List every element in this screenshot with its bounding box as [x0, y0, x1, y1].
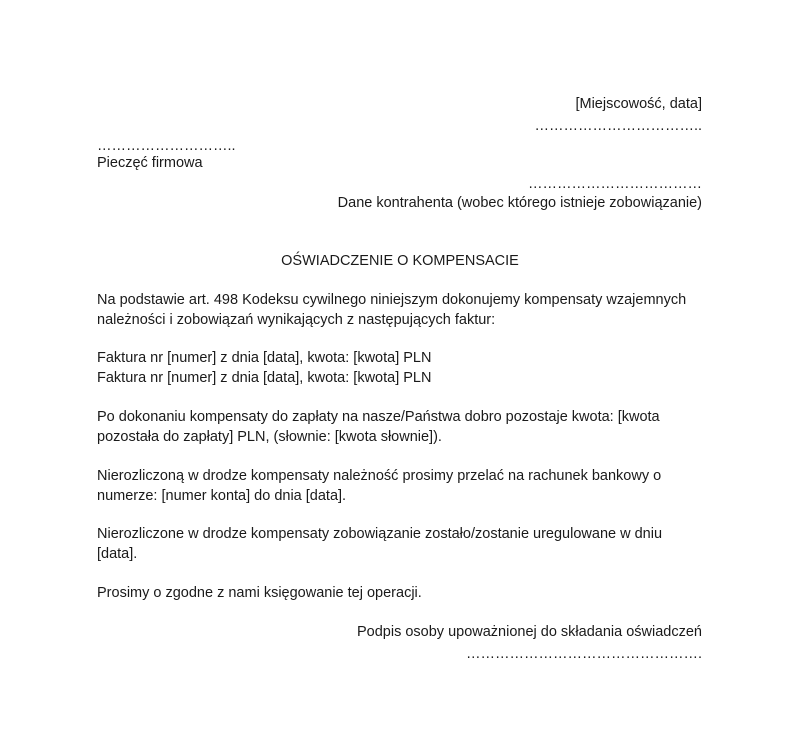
- contractor-label: Dane kontrahenta (wobec którego istnieje zobowiązanie): [337, 195, 702, 211]
- closing-paragraph: [97, 584, 712, 604]
- contractor-dots: ………………………………: [528, 176, 702, 192]
- remaining-paragraph: [97, 408, 712, 447]
- remaining-line-1: Po dokonaniu kompensaty do zapłaty na nasze/Państwa dobro pozostaje kwota: [kwota: [97, 409, 660, 425]
- stamp-label: Pieczęć firmowa: [97, 155, 203, 171]
- remaining-line-2: pozostała do zapłaty] PLN, (słownie: [kwota słownie]).: [97, 428, 442, 445]
- settled-line-2: [data].: [97, 545, 138, 562]
- stamp-dots: ………………………..: [97, 138, 236, 154]
- intro-paragraph: [97, 291, 712, 330]
- intro-line-2: należności i zobowiązań wynikających z następujących faktur:: [97, 311, 496, 328]
- document-title: OŚWIADCZENIE O KOMPENSACIE: [281, 253, 519, 269]
- invoice-line-1: Faktura nr [numer] z dnia [data], kwota: [kwota] PLN: [97, 350, 432, 366]
- invoice-list: [97, 349, 712, 388]
- transfer-line-1: Nierozliczoną w drodze kompensaty należność prosimy przelać na rachunek bankowy o: [97, 468, 662, 484]
- settled-line-1: Nierozliczone w drodze kompensaty zobowiązanie zostało/zostanie uregulowane w dniu: [97, 526, 663, 542]
- intro-line-1: Na podstawie art. 498 Kodeksu cywilnego niniejszym dokonujemy kompensaty wzajemnych: [97, 292, 687, 308]
- signature-label: Podpis osoby upoważnionej do składania oświadczeń: [356, 624, 702, 640]
- place-date-dots: ……………………………..: [534, 118, 702, 134]
- settled-paragraph: [97, 525, 712, 564]
- closing-line: Prosimy o zgodne z nami księgowanie tej operacji.: [97, 585, 422, 601]
- place-date-label: [Miejscowość, data]: [575, 96, 702, 112]
- transfer-line-2: numerze: [numer konta] do dnia [data].: [97, 487, 347, 504]
- invoice-line-2: Faktura nr [numer] z dnia [data], kwota: [kwota] PLN: [97, 369, 432, 386]
- transfer-paragraph: [97, 467, 712, 506]
- signature-dots: ………………………………………….: [465, 646, 702, 662]
